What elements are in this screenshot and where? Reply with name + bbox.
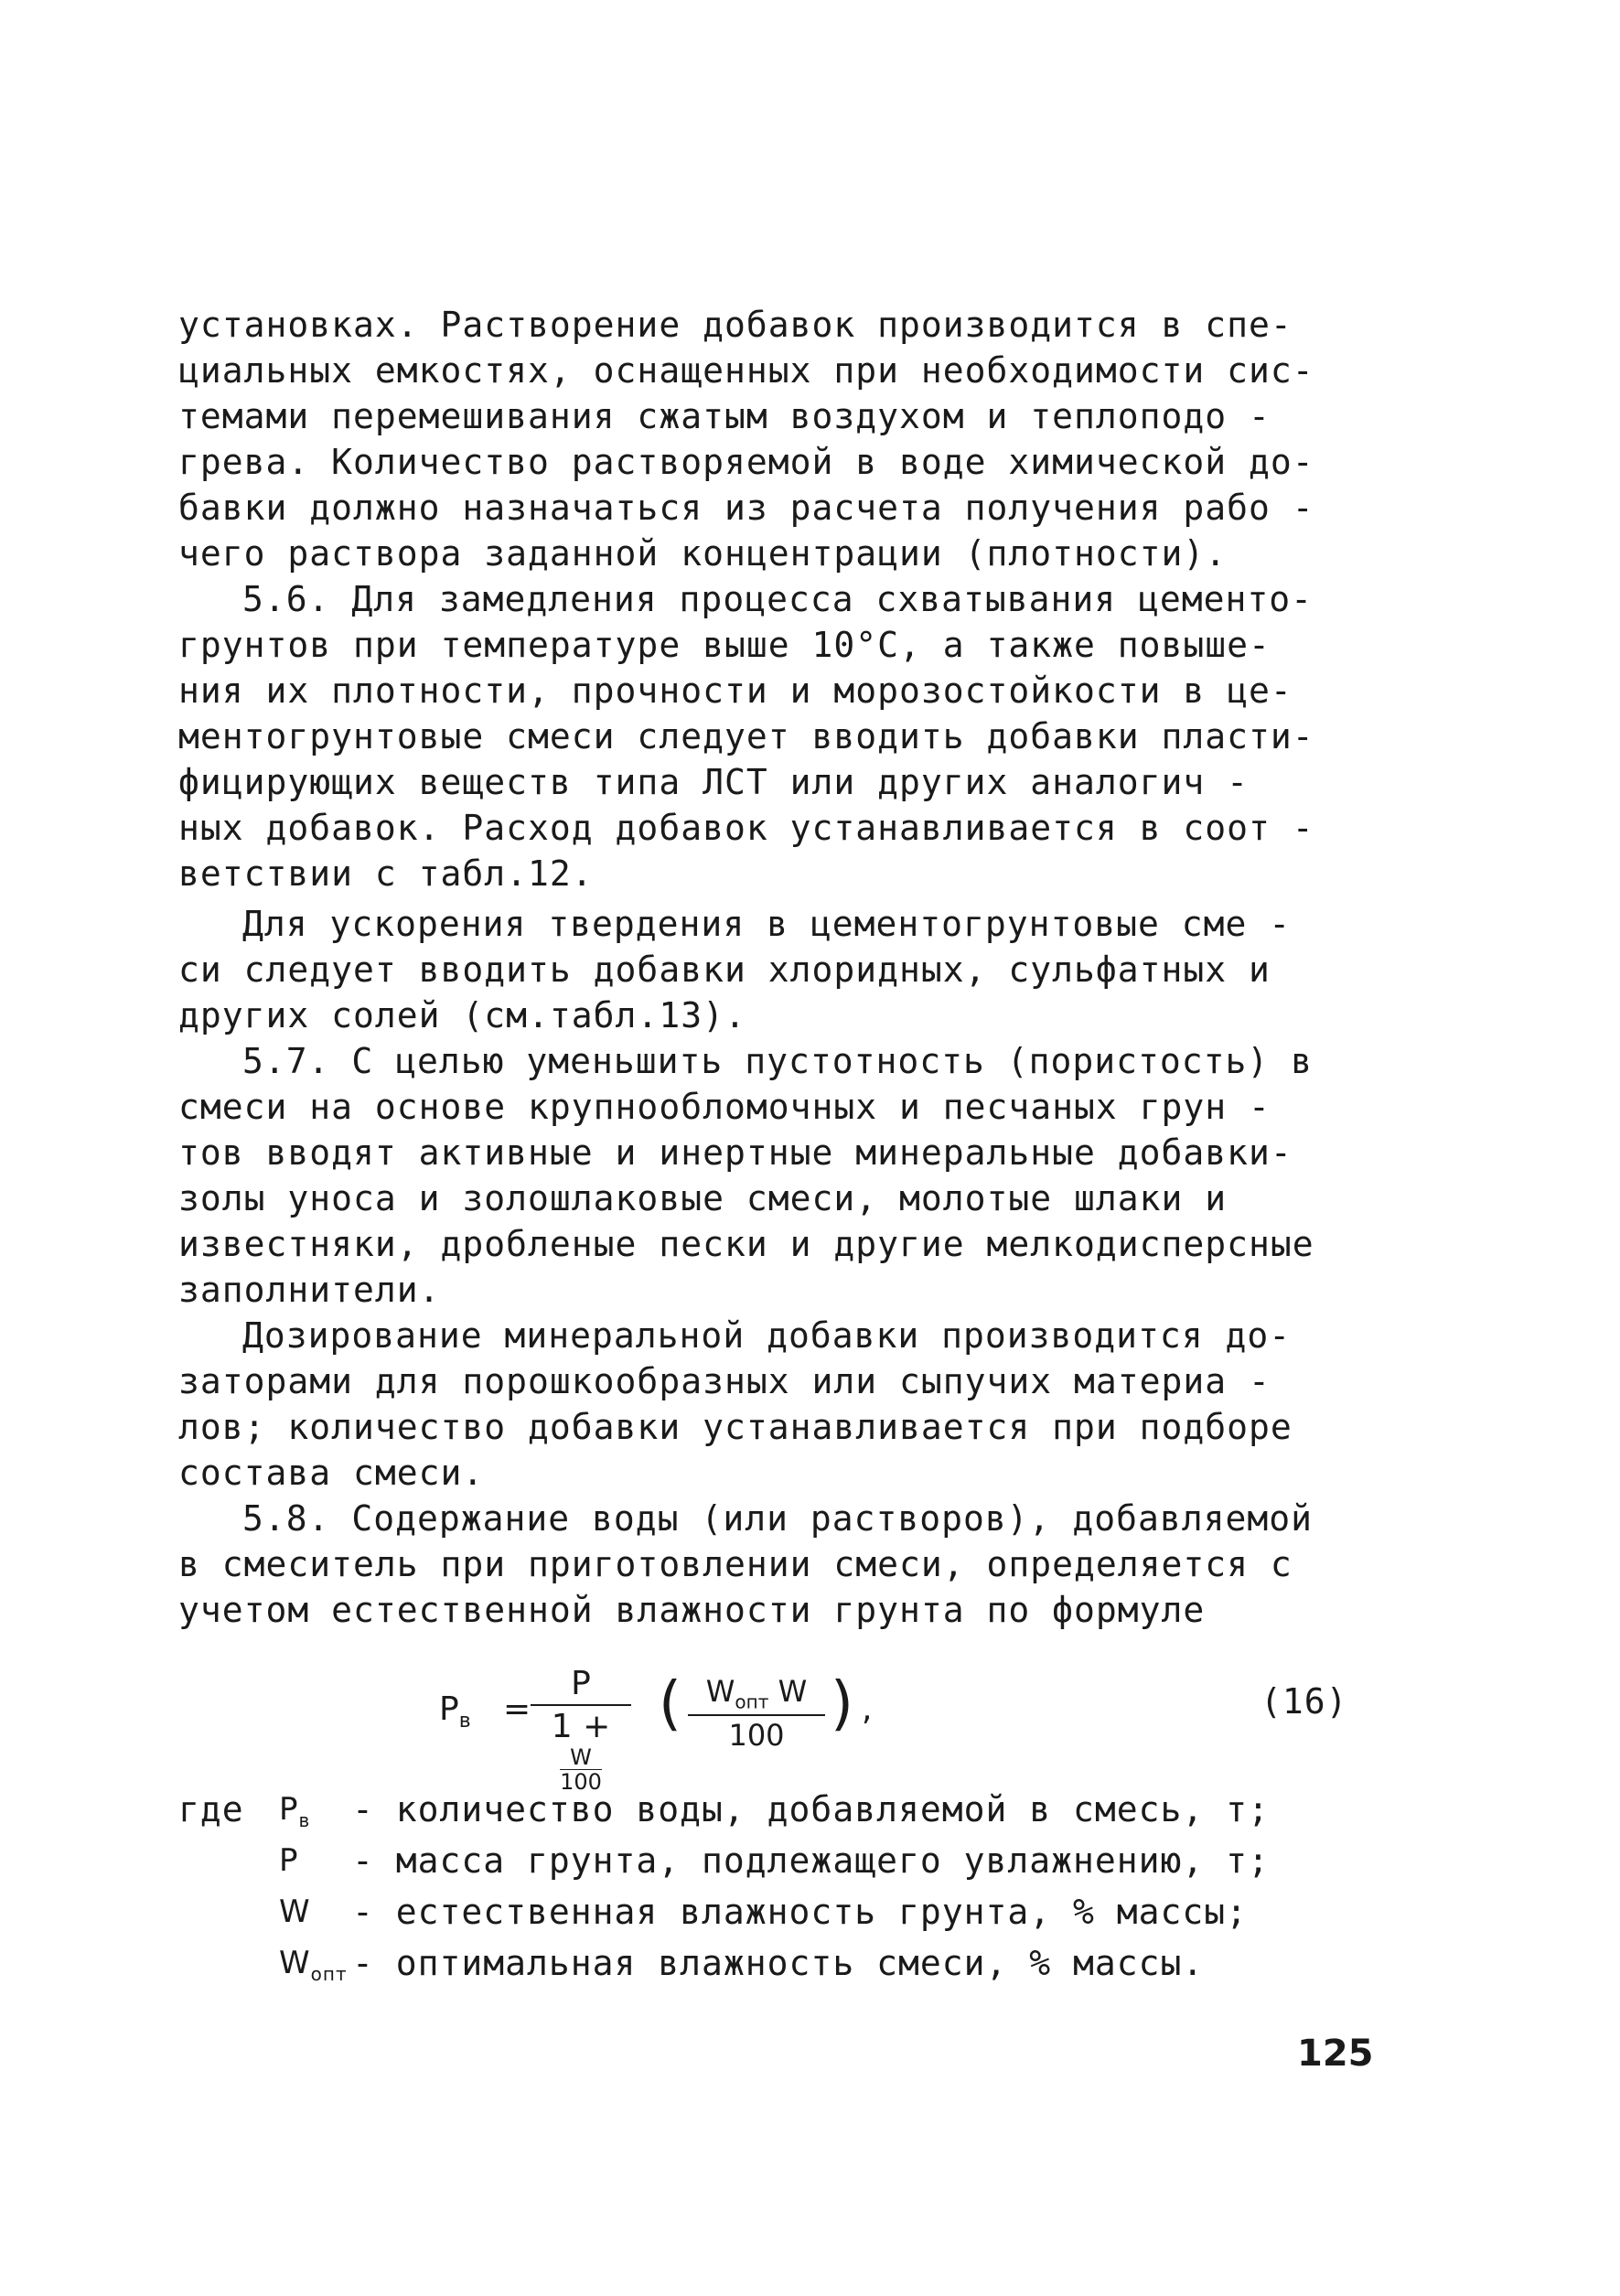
legend-symbol: W — [279, 1894, 311, 1930]
legend-description: - количество воды, добавляемой в смесь, т; — [352, 1789, 1270, 1829]
text-line: заполнители. — [178, 1270, 441, 1310]
text-line: смеси на основе крупнообломочных и песчаных грун - — [178, 1087, 1271, 1127]
text-line: ния их плотности, прочности и морозостойкости в це- — [178, 671, 1293, 711]
text-line: установках. Растворение добавок производится в спе- — [178, 305, 1293, 345]
legend-row — [178, 1835, 1368, 1886]
text-line: Дозирование минеральной добавки производится до- — [242, 1315, 1292, 1356]
text-line: Для ускорения твердения в цементогрунтовые сме - — [242, 904, 1292, 944]
paragraph-hardening-acceleration — [178, 901, 1358, 1038]
text-line: лов; количество добавки устанавливается при подборе — [178, 1407, 1293, 1447]
formula-comma: , — [862, 1690, 873, 1728]
text-line: тов вводят активные и инертные минеральные добавки- — [178, 1132, 1293, 1173]
paragraph-5-6 — [178, 576, 1358, 896]
legend-symbol: $W_{опт}$ — [279, 1945, 348, 1985]
text-line: учетом естественной влажности грунта по формуле — [178, 1590, 1206, 1630]
formula-fraction-main: P 1 + $\frac{W}{100}$ — [531, 1665, 631, 1794]
text-line: ных добавок. Расход добавок устанавливается в соот - — [178, 808, 1314, 848]
text-line: других солей (см.табл.13). — [178, 995, 746, 1035]
formula-close-paren: ) — [831, 1670, 853, 1738]
formula-equals: = — [503, 1690, 531, 1728]
formula-16 — [439, 1665, 1372, 1795]
text-line: 5.6. Для замедления процесса схватывания цементо- — [242, 579, 1314, 619]
paragraph-5-8 — [178, 1496, 1358, 1633]
formula-fraction-moisture: $W_{опт}$ W 100 — [688, 1674, 825, 1753]
legend-symbol: P — [279, 1842, 299, 1879]
text-line: фицирующих веществ типа ЛСТ или других аналогич - — [178, 762, 1250, 802]
legend-description: - масса грунта, подлежащего увлажнению, т; — [352, 1840, 1270, 1881]
text-line: ветствии с табл.12. — [178, 853, 594, 894]
text-line: 5.8. Содержание воды (или растворов), добавляемой — [242, 1498, 1314, 1539]
legend-row — [178, 1784, 1368, 1835]
legend-where-label: где — [178, 1789, 244, 1829]
paragraph-mineral-dosing — [178, 1313, 1358, 1496]
text-line: заторами для порошкообразных или сыпучих материа - — [178, 1361, 1271, 1401]
formula-number: (16) — [1261, 1681, 1348, 1722]
legend-row — [178, 1937, 1368, 1989]
text-line: грунтов при температуре выше 10°С, а также повыше- — [178, 625, 1271, 665]
paragraph-5-7 — [178, 1038, 1358, 1313]
text-line: темами перемешивания сжатым воздухом и теплоподо - — [178, 396, 1271, 436]
formula-lhs: $P_в$ — [439, 1690, 471, 1733]
text-line: чего раствора заданной концентрации (плотности). — [178, 533, 1228, 574]
text-line: золы уноса и золошлаковые смеси, молотые шлаки и — [178, 1178, 1228, 1218]
text-line: в смеситель при приготовлении смеси, определяется с — [178, 1544, 1293, 1584]
formula-small-fraction: $\frac{W}{100}$ — [560, 1744, 602, 1795]
legend-row — [178, 1886, 1368, 1937]
text-line: бавки должно назначаться из расчета получения рабо - — [178, 488, 1314, 528]
legend-symbol: $P_в$ — [279, 1791, 311, 1831]
text-line: 5.7. С целью уменьшить пустотность (пористость) в — [242, 1041, 1314, 1081]
text-line: состава смеси. — [178, 1453, 485, 1493]
text-line: ментогрунтовые смеси следует вводить добавки пласти- — [178, 716, 1314, 756]
formula-open-paren: ( — [659, 1670, 681, 1738]
text-line: грева. Количество растворяемой в воде химической до- — [178, 442, 1314, 482]
legend-description: - оптимальная влажность смеси, % массы. — [352, 1943, 1205, 1983]
formula-legend — [178, 1784, 1368, 1989]
text-line: циальных емкостях, оснащенных при необходимости сис- — [178, 350, 1314, 391]
text-line: си следует вводить добавки хлоридных, сульфатных и — [178, 950, 1271, 990]
paragraph-additives-dissolving — [178, 302, 1358, 576]
legend-description: - естественная влажность грунта, % массы; — [352, 1892, 1248, 1932]
page-number: 125 — [1297, 2033, 1374, 2075]
text-line: известняки, дробленые пески и другие мелкодисперсные — [178, 1224, 1314, 1264]
